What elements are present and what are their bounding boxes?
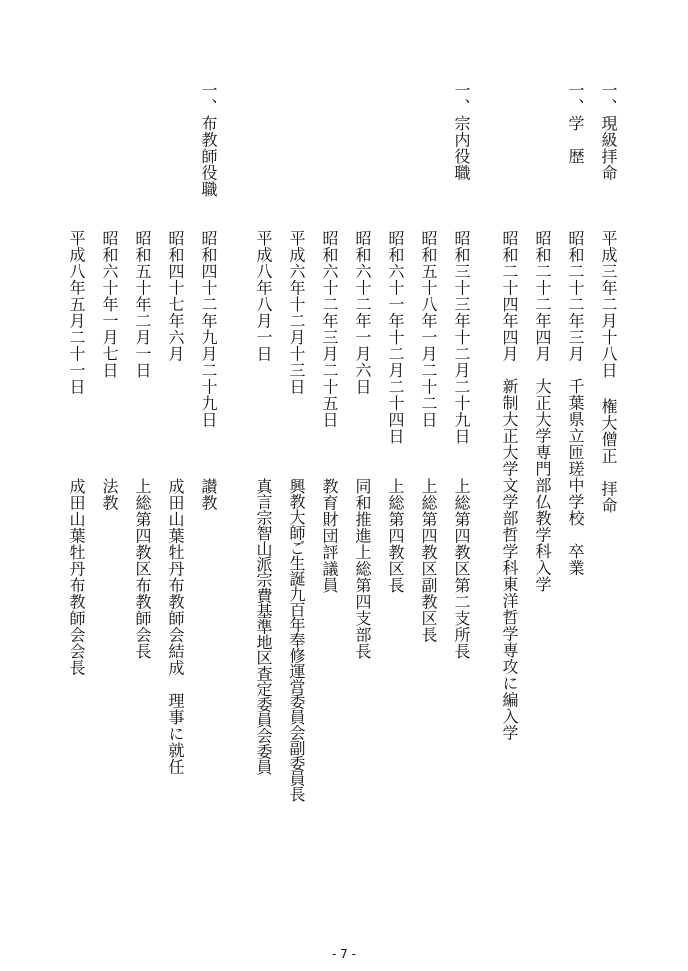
fukyo-date-1: 昭和四十七年六月 [166, 230, 185, 362]
shunai-desc-3: 同和推進上総第四支部長 [353, 478, 372, 660]
fukyo-date-0: 昭和四十二年九月二十九日 [199, 230, 218, 428]
gakureki-date-0: 昭和二十二年三月 [566, 230, 585, 362]
shunai-date-0: 昭和三十三年十二月二十九日 [452, 230, 471, 445]
shunai-desc-6: 真言宗智山派宗費基準地区査定委員会委員 [254, 478, 273, 775]
fukyo-date-3: 昭和六十年一月七日 [100, 230, 119, 379]
fukyo-desc-3: 法教 [100, 478, 119, 511]
heading-genkyu: 一、現級拝命 [599, 82, 618, 181]
shunai-desc-4: 教育財団評議員 [320, 478, 339, 594]
fukyo-desc-2: 上総第四教区布教師会長 [133, 478, 152, 660]
gakureki-desc-1: 大正大学専門部仏教学科入学 [533, 378, 552, 593]
shunai-desc-1: 上総第四教区副教区長 [419, 478, 438, 643]
shunai-date-2: 昭和六十一年十二月二十四日 [386, 230, 405, 445]
genkyu-date-0: 平成三年二月十八日 [599, 230, 618, 379]
shunai-date-3: 昭和六十二年一月六日 [353, 230, 372, 395]
fukyo-desc-0: 讃教 [199, 478, 218, 511]
gakureki-desc-2: 新制大正大学文学部哲学科東洋哲学専攻に編入学 [500, 378, 519, 741]
shunai-desc-5: 興教大師ご生誕九百年奉修運営委員会副委員長 [287, 478, 306, 802]
shunai-desc-0: 上総第四教区第二支所長 [452, 478, 471, 660]
shunai-date-4: 昭和六十二年三月二十五日 [320, 230, 339, 428]
shunai-date-1: 昭和五十八年一月二十二日 [419, 230, 438, 428]
fukyo-date-4: 平成八年五月二十一日 [67, 230, 86, 395]
shunai-date-5: 平成六年十二月十三日 [287, 230, 306, 395]
gakureki-date-1: 昭和二十二年四月 [533, 230, 552, 362]
fukyo-date-2: 昭和五十年二月一日 [133, 230, 152, 379]
shunai-desc-2: 上総第四教区長 [386, 478, 405, 594]
fukyo-desc-4: 成田山葉牡丹布教師会会長 [67, 478, 86, 676]
page-number: - 7 - [332, 947, 356, 961]
heading-shunai: 一、宗内役職 [452, 82, 471, 181]
fukyo-desc-1: 成田山葉牡丹布教師会結成 理事に就任 [166, 478, 185, 775]
genkyu-desc-0: 権大僧正 拝命 [599, 398, 618, 514]
heading-gakureki: 一、学 歴 [566, 82, 585, 165]
gakureki-desc-0: 千葉県立匝瑳中学校 卒業 [566, 378, 585, 576]
heading-fukyo: 一、布教師役職 [199, 82, 218, 198]
gakureki-date-2: 昭和二十四年四月 [500, 230, 519, 362]
shunai-date-6: 平成八年八月一日 [254, 230, 273, 362]
